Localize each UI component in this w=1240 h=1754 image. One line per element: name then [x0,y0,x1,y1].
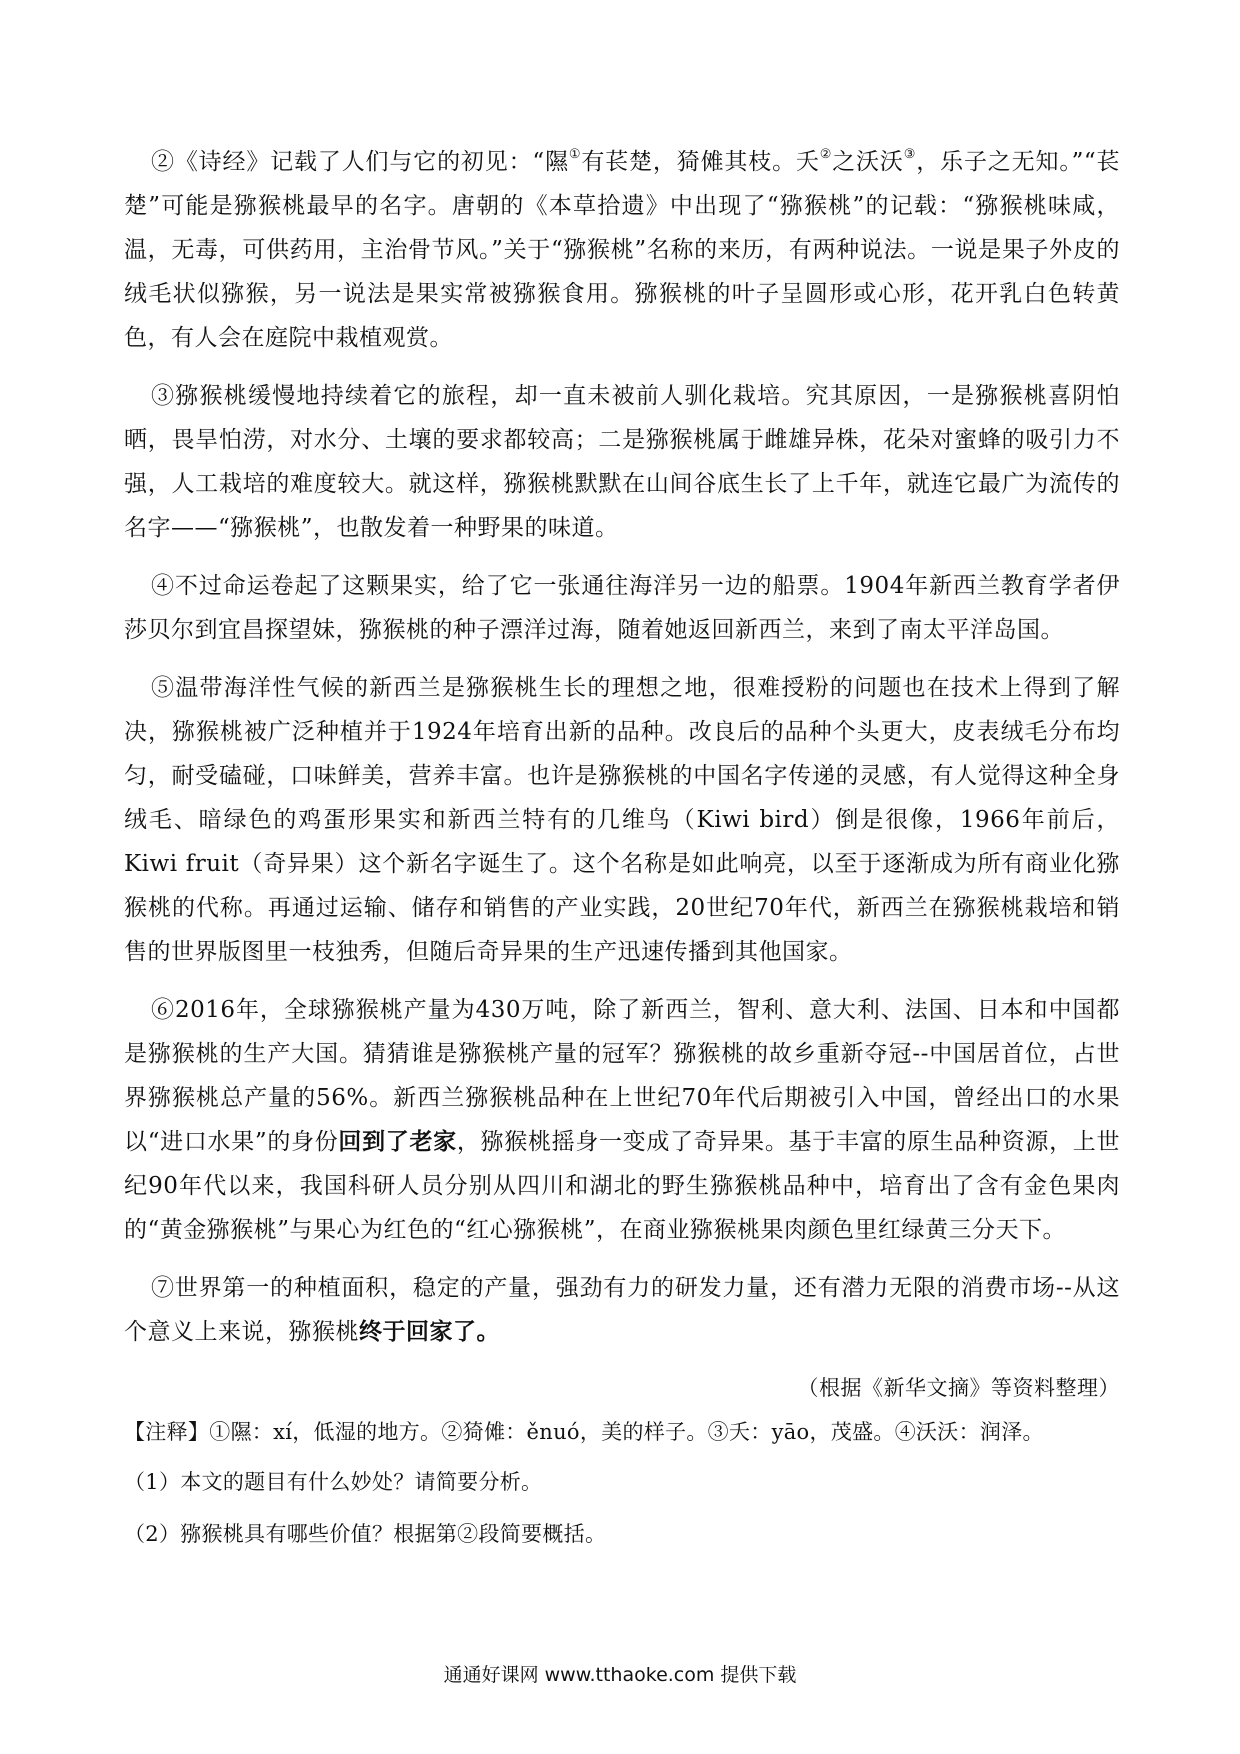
source-attribution: （根据《新华文摘》等资料整理） [797,1376,1120,1400]
bold-phrase: 终于回家了。 [359,1318,500,1345]
annotation-note: 【注释】①隰：xí，低湿的地方。②猗傩：ěnuó，美的样子。③夭：yāo，茂盛。④沃沃：润泽。 [124,1420,1044,1444]
footnote-marker: ② [819,147,833,163]
paragraph-text: ，乐子之无知。”“苌楚”可能是猕猴桃最早的名字。唐朝的《本草拾遗》中出现了“猕猴桃”的记载：“猕猴桃味咸，温，无毒，可供药用，主治骨节风。”关于“猕猴桃”名称的来历，有两种说法。一说是果子外皮的绒毛状似猕猴，另一说法是果实常被猕猴食用。猕猴桃的叶子呈圆形或心形，花开乳白色转黄色，有人会在庭院中栽植观赏。 [124,149,1121,351]
paragraph-text: ⑦世界第一的种植面积，稳定的产量，强劲有力的研发力量，还有潜力无限的消费市场--从这个意义上来说，猕猴桃 [124,1275,1120,1345]
paragraph-7 [124,1266,1120,1354]
paragraph-text: 有苌楚，猗傩其枝。夭 [581,149,820,175]
paragraph-5: ⑤温带海洋性气候的新西兰是猕猴桃生长的理想之地，很难授粉的问题也在技术上得到了解决，猕猴桃被广泛种植并于1924年培育出新的品种。改良后的品种个头更大，皮表绒毛分布均匀，耐受磕碰，口味鲜美，营养丰富。也许是猕猴桃的中国名字传递的灵感，有人觉得这种全身绒毛、暗绿色的鸡蛋形果实和新西兰特有的几维鸟（Kiwi bird）倒是很像，1966年前后，Kiwi fruit（奇异果）这个新名字诞生了。这个名称是如此响亮，以至于逐渐成为所有商业化猕猴桃的代称。再通过运输、储存和销售的产业实践，20世纪70年代，新西兰在猕猴桃栽培和销售的世界版图里一枝独秀，但随后奇异果的生产迅速传播到其他国家。 [124,675,1120,965]
paragraph-6 [124,988,1120,1252]
question-2: （2）猕猴桃具有哪些价值？根据第②段简要概括。 [124,1522,607,1546]
footnote-marker: ① [568,147,582,163]
paragraph-2 [124,140,1120,360]
paragraph-3: ③猕猴桃缓慢地持续着它的旅程，却一直未被前人驯化栽培。究其原因，一是猕猴桃喜阴怕晒，畏旱怕涝，对水分、土壤的要求都较高；二是猕猴桃属于雌雄异株，花朵对蜜蜂的吸引力不强，人工栽培的难度较大。就这样，猕猴桃默默在山间谷底生长了上千年，就连它最广为流传的名字——“猕猴桃”，也散发着一种野果的味道。 [124,383,1120,541]
paragraph-text: ②《诗经》记载了人们与它的初见：“隰 [151,149,569,175]
paragraph-text: ⑥2016年，全球猕猴桃产量为430万吨，除了新西兰，智利、意大利、法国、日本和中国都是猕猴桃的生产大国。猜猜谁是猕猴桃产量的冠军？猕猴桃的故乡重新夺冠--中国居首位，占世界猕猴桃总产量的56%。新西兰猕猴桃品种在上世纪70年代后期被引入中国，曾经出口的水果以“进口水果”的身份 [124,997,1120,1155]
paragraph-text: 之沃沃 [832,149,904,175]
article-body [124,140,1120,1566]
question-1: （1）本文的题目有什么妙处？请简要分析。 [124,1470,543,1494]
paragraph-4: ④不过命运卷起了这颗果实，给了它一张通往海洋另一边的船票。1904年新西兰教育学者伊莎贝尔到宜昌探望妹，猕猴桃的种子漂洋过海，随着她返回新西兰，来到了南太平洋岛国。 [124,573,1120,643]
paragraph-text: ，猕猴桃摇身一变成了奇异果。基于丰富的原生品种资源，上世纪90年代以来，我国科研人员分别从四川和湖北的野生猕猴桃品种中，培育出了含有金色果肉的“黄金猕猴桃”与果心为红色的“红心猕猴桃”，在商业猕猴桃果肉颜色里红绿黄三分天下。 [124,1129,1120,1243]
bold-phrase: 回到了老家 [338,1128,457,1155]
footnote-marker: ③ [903,147,917,163]
page-footer: 通通好课网 www.tthaoke.com 提供下载 [443,1664,797,1686]
